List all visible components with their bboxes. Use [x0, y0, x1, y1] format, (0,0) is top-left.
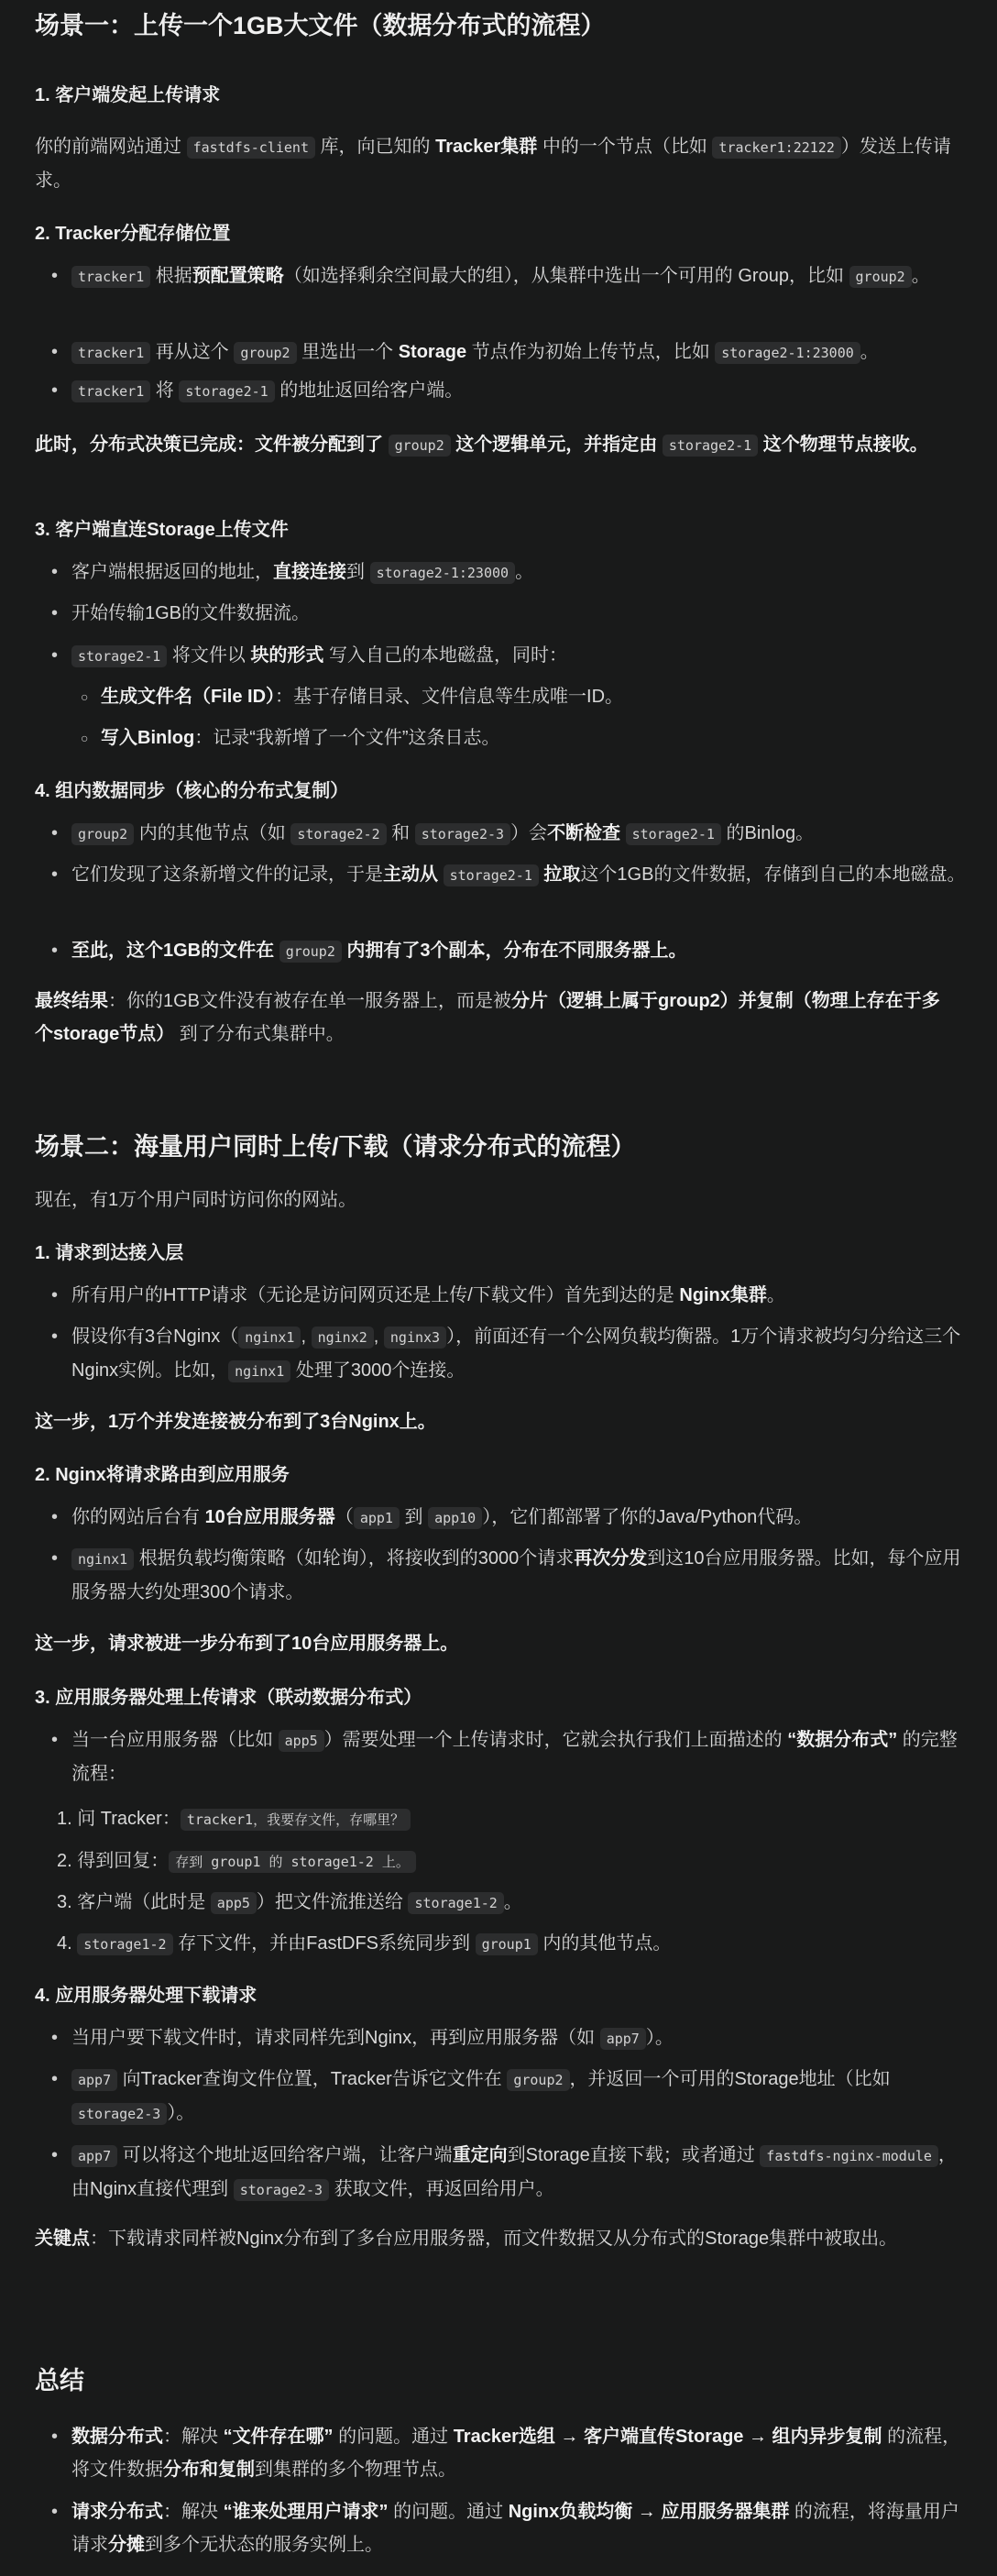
- bullet-item: [51, 336, 971, 369]
- inline-code: app5: [279, 1730, 324, 1752]
- bold-text: Nginx负载均衡 → 应用服务器集群: [508, 2502, 790, 2522]
- sub-bullet-item: [81, 680, 971, 713]
- bold-text: 关键点: [35, 2229, 90, 2249]
- bold-text: 重定向: [452, 2145, 508, 2165]
- bold-text: 这个逻辑单元，并指定由: [450, 435, 663, 455]
- text-run: 中的一个节点（比如: [537, 137, 713, 157]
- bullet-item: [51, 2420, 971, 2486]
- bold-text: 不断检查: [547, 823, 626, 843]
- inline-code: 存到 group1 的 storage1-2 上。: [169, 1851, 416, 1873]
- bold-text: 预配置策略: [192, 266, 284, 286]
- bold-text: 请求分布式: [71, 2502, 163, 2522]
- text-run: 和: [386, 823, 415, 843]
- paragraph: [35, 1405, 951, 1438]
- text-run: 。: [860, 342, 879, 362]
- bullet-dot: •: [51, 266, 59, 286]
- bullet-dot: •: [51, 2427, 59, 2447]
- text-run: 可以将这个地址返回给客户端，让客户端: [117, 2145, 453, 2165]
- text-run: 2. 得到回复：: [57, 1851, 170, 1871]
- bold-text: 拉取: [538, 864, 581, 885]
- text-run: 你的前端网站通过: [35, 137, 187, 157]
- bullet-item: [51, 1320, 971, 1388]
- section-heading: [35, 1128, 951, 1165]
- bullet-dot: •: [51, 941, 59, 961]
- section-heading: [35, 2362, 951, 2399]
- bullet-dot: •: [51, 603, 59, 623]
- sub-bullet-item: [81, 721, 971, 754]
- inline-code: storage1-2: [77, 1933, 172, 1955]
- paragraph: [35, 428, 951, 462]
- text-run: 4. 组内数据同步（核心的分布式复制）: [35, 781, 349, 801]
- numbered-item: [57, 1927, 951, 1961]
- inline-code: app1: [354, 1507, 400, 1529]
- step-heading: [35, 1237, 951, 1270]
- text-run: 内的其他节点。: [537, 1933, 672, 1954]
- text-run: ,: [373, 1327, 384, 1347]
- bold-text: 直接连接: [273, 562, 346, 582]
- paragraph: [35, 2222, 951, 2255]
- inline-code: group2: [507, 2069, 569, 2091]
- bold-text: Nginx集群: [679, 1285, 767, 1305]
- bold-text: 主动从: [383, 864, 444, 885]
- bold-text: “文件存在哪”: [223, 2427, 334, 2447]
- text-run: 4. 应用服务器处理下载请求: [35, 1986, 257, 2006]
- bullet-item: [51, 1279, 971, 1312]
- bold-text: 数据分布式: [71, 2427, 163, 2447]
- bold-text: 内拥有了3个副本，分布在不同服务器上。: [341, 941, 687, 961]
- step-heading: [35, 1459, 951, 1492]
- text-run: 根据负载均衡策略（如轮询），将接收到的3000个请求: [134, 1548, 575, 1569]
- paragraph: [35, 1183, 951, 1216]
- text-run: ）发送上传请求。: [35, 137, 951, 191]
- text-run: 2. Tracker分配存储位置: [35, 224, 231, 244]
- step-heading: [35, 1979, 951, 2012]
- text-run: 1. 问 Tracker：: [57, 1809, 181, 1829]
- text-run: ）会: [510, 823, 548, 843]
- bold-text: 分布和复制: [163, 2460, 255, 2480]
- inline-code: storage2-3: [234, 2179, 329, 2201]
- bold-text: 分片（逻辑上属于group2）并复制（物理上存在于多个storage节点）: [35, 991, 940, 1044]
- text-run: 到Storage直接下载；或者通过: [507, 2145, 761, 2165]
- bullet-item: [51, 2139, 971, 2207]
- inline-code: fastdfs-client: [187, 137, 315, 159]
- bold-text: 至此，这个1GB的文件在: [71, 941, 279, 961]
- bullet-dot: •: [51, 380, 59, 401]
- step-heading: [35, 79, 951, 112]
- text-run: 3. 客户端直连Storage上传文件: [35, 520, 289, 540]
- bullet-dot: •: [51, 864, 59, 885]
- text-run: 。: [515, 562, 534, 582]
- inline-code: app7: [71, 2145, 117, 2167]
- text-run: 开始传输1GB的文件数据流。: [71, 603, 311, 623]
- bold-text: Tracker集群: [435, 137, 538, 157]
- inline-code: group2: [389, 435, 451, 457]
- bullet-dot: •: [51, 562, 59, 582]
- step-heading: [35, 775, 951, 808]
- text-run: 的地址返回给客户端。: [274, 380, 464, 401]
- text-run: 现在，有1万个用户同时访问你的网站。: [35, 1190, 357, 1210]
- text-run: ：你的1GB文件没有被存在单一服务器上，而是被: [108, 991, 512, 1011]
- bullet-item: [51, 259, 971, 293]
- text-run: 的问题。通过: [388, 2502, 509, 2522]
- text-run: 当用户要下载文件时，请求同样先到Nginx，再到应用服务器（如: [71, 2028, 600, 2048]
- text-run: 1. 客户端发起上传请求: [35, 85, 221, 105]
- inline-code: storage2-1: [663, 435, 758, 457]
- inline-code: group2: [849, 266, 912, 288]
- bullet-dot: •: [51, 1730, 59, 1750]
- bold-text: “谁来处理用户请求”: [223, 2502, 389, 2522]
- bold-text: Storage: [398, 342, 467, 362]
- numbered-item: [57, 1844, 951, 1878]
- inline-code: tracker1:22122: [712, 137, 840, 159]
- inline-code: storage1-2: [408, 1892, 503, 1914]
- bold-text: 这一步，请求被进一步分布到了10台应用服务器上。: [35, 1634, 459, 1654]
- text-run: 。: [503, 1892, 522, 1912]
- text-run: 存下文件，并由FastDFS系统同步到: [172, 1933, 476, 1954]
- inline-code: group2: [279, 941, 342, 963]
- text-run: 它们发现了这条新增文件的记录，于是: [71, 864, 383, 885]
- text-run: 到集群的多个物理节点。: [255, 2460, 456, 2480]
- bullet-item: [51, 817, 971, 851]
- inline-code: app5: [211, 1892, 257, 1914]
- bullet-item: [51, 1723, 971, 1790]
- text-run: 向Tracker查询文件位置，Tracker告诉它文件在: [117, 2069, 508, 2089]
- bullet-dot: •: [51, 645, 59, 666]
- bullet-item: [51, 1501, 971, 1535]
- inline-code: nginx3: [384, 1327, 446, 1349]
- text-run: ：解决: [163, 2502, 224, 2522]
- step-heading: [35, 1681, 951, 1714]
- text-run: ），它们都部署了你的Java/Python代码。: [482, 1507, 813, 1527]
- bullet-dot: •: [51, 342, 59, 362]
- text-run: ）。: [645, 2028, 674, 2048]
- bold-text: 再次分发: [574, 1548, 648, 1569]
- text-run: ：解决: [163, 2427, 224, 2447]
- sub-bullet-circle: ○: [81, 731, 89, 745]
- bold-text: 这个物理节点接收。: [758, 435, 928, 455]
- bold-text: 10台应用服务器: [204, 1507, 335, 1527]
- text-run: 客户端根据返回的地址，: [71, 562, 273, 582]
- bullet-item: [51, 1542, 971, 1609]
- text-run: 到多个无状态的服务实例上。: [145, 2535, 383, 2555]
- inline-code: storage2-3: [71, 2103, 167, 2125]
- inline-code: nginx2: [312, 1327, 374, 1349]
- text-run: 假设你有3台Nginx（: [71, 1327, 239, 1347]
- text-run: ：基于存储目录、文件信息等生成唯一ID。: [275, 687, 624, 707]
- inline-code: nginx1: [71, 1548, 134, 1570]
- inline-code: tracker1: [71, 266, 150, 288]
- text-run: 到这10台应用服务器。比如，每个应用服务器大约处理300个请求。: [71, 1548, 961, 1602]
- text-run: 再从这个: [150, 342, 235, 362]
- text-run: 将文件以: [167, 645, 251, 666]
- inline-code: nginx1: [228, 1360, 290, 1382]
- bold-text: 此时，分布式决策已完成：文件被分配到了: [35, 435, 389, 455]
- text-run: ,: [301, 1327, 312, 1347]
- bullet-item: [51, 2063, 971, 2130]
- text-run: ）需要处理一个上传请求时，它就会执行我们上面描述的: [323, 1730, 788, 1750]
- text-run: 2. Nginx将请求路由到应用服务: [35, 1465, 290, 1485]
- inline-code: storage2-1:23000: [715, 342, 860, 364]
- text-run: ，由Nginx直接代理到: [71, 2145, 957, 2199]
- bullet-dot: •: [51, 1327, 59, 1347]
- bullet-dot: •: [51, 1507, 59, 1527]
- bullet-item: [51, 374, 971, 408]
- text-run: 获取文件，再返回给用户。: [329, 2179, 554, 2199]
- bold-text: 块的形式: [250, 645, 324, 666]
- text-run: 所有用户的HTTP请求（无论是访问网页还是上传/下载文件）首先到达的是: [71, 1285, 680, 1305]
- text-run: 的流程，将海量用户请求: [71, 2502, 959, 2555]
- text-run: 场景二：海量用户同时上传/下载（请求分布式的流程）: [35, 1133, 636, 1161]
- bullet-item: [51, 2021, 971, 2055]
- text-run: ：记录“我新增了一个文件”这条日志。: [194, 728, 500, 748]
- text-run: 的流程，将文件数据: [71, 2427, 961, 2480]
- bullet-dot: •: [51, 2145, 59, 2165]
- text-run: 写入自己的本地磁盘，同时：: [323, 645, 567, 666]
- sub-bullet-circle: ○: [81, 689, 89, 704]
- paragraph: [35, 130, 951, 197]
- bold-text: 最终结果: [35, 991, 108, 1011]
- bold-text: 这一步，1万个并发连接被分布到了3台Nginx上。: [35, 1412, 436, 1432]
- text-run: （如选择剩余空间最大的组），从集群中选出一个可用的 Group，比如: [283, 266, 849, 286]
- inline-code: tracker1，我要存文件，存哪里？: [181, 1809, 411, 1831]
- inline-code: storage2-3: [415, 823, 510, 845]
- text-run: 内的其他节点（如: [134, 823, 291, 843]
- inline-code: app7: [71, 2069, 117, 2091]
- text-run: 总结: [35, 2367, 84, 2394]
- inline-code: storage2-1: [71, 645, 167, 667]
- text-run: 场景一：上传一个1GB大文件（数据分布式的流程）: [35, 12, 606, 39]
- text-run: 1. 请求到达接入层: [35, 1243, 184, 1263]
- text-run: 3. 客户端（此时是: [57, 1892, 211, 1912]
- paragraph: [35, 985, 951, 1051]
- text-run: 到: [346, 562, 370, 582]
- bullet-dot: •: [51, 1285, 59, 1305]
- text-run: ：下载请求同样被Nginx分布到了多台应用服务器，而文件数据又从分布式的Storage集群中被取出。: [90, 2229, 898, 2249]
- text-run: 3. 应用服务器处理上传请求（联动数据分布式）: [35, 1688, 422, 1708]
- numbered-item: [57, 1802, 951, 1836]
- inline-code: group1: [476, 1933, 538, 1955]
- bullet-item: [51, 639, 971, 673]
- numbered-item: [57, 1886, 951, 1920]
- inline-code: group2: [234, 342, 296, 364]
- bullet-item: [51, 934, 971, 968]
- inline-code: fastdfs-nginx-module: [760, 2145, 938, 2167]
- step-heading: [35, 217, 951, 250]
- inline-code: nginx1: [238, 1327, 301, 1349]
- bold-text: 分摊: [108, 2535, 145, 2555]
- inline-code: storage2-1: [179, 380, 274, 402]
- bullet-dot: •: [51, 1548, 59, 1569]
- text-run: 将: [150, 380, 180, 401]
- text-run: 库，向已知的: [315, 137, 436, 157]
- text-run: 到: [399, 1507, 429, 1527]
- bullet-item: [51, 2495, 971, 2561]
- text-run: 。: [766, 1285, 785, 1305]
- text-run: 里选出一个: [296, 342, 399, 362]
- bullet-dot: •: [51, 2028, 59, 2048]
- text-run: 处理了3000个连接。: [290, 1360, 466, 1381]
- text-run: ），前面还有一个公网负载均衡器。1万个请求被均匀分给这三个Nginx实例。比如，: [71, 1327, 961, 1381]
- inline-code: storage2-1:23000: [370, 562, 516, 584]
- text-run: 这个1GB的文件数据，存储到自己的本地磁盘。: [580, 864, 966, 885]
- inline-code: tracker1: [71, 380, 150, 402]
- bullet-item: [51, 556, 971, 589]
- paragraph: [35, 1627, 951, 1660]
- bullet-dot: •: [51, 2502, 59, 2522]
- text-run: （: [334, 1507, 354, 1527]
- section-heading: [35, 7, 951, 44]
- inline-code: storage2-2: [290, 823, 386, 845]
- text-run: 4.: [57, 1933, 78, 1954]
- text-run: 到了分布式集群中。: [174, 1024, 345, 1044]
- bold-text: “数据分布式”: [787, 1730, 898, 1750]
- text-run: 。: [911, 266, 930, 286]
- text-run: 节点作为初始上传节点，比如: [466, 342, 716, 362]
- inline-code: storage2-1: [444, 864, 539, 886]
- bullet-item: [51, 858, 971, 892]
- inline-code: app10: [428, 1507, 482, 1529]
- inline-code: group2: [71, 823, 134, 845]
- text-run: 你的网站后台有: [71, 1507, 205, 1527]
- text-run: ）。: [167, 2103, 195, 2123]
- text-run: 的完整流程：: [71, 1730, 958, 1784]
- text-run: ）把文件流推送给: [256, 1892, 409, 1912]
- text-run: ，并返回一个可用的Storage地址（比如: [569, 2069, 891, 2089]
- inline-code: app7: [600, 2028, 646, 2050]
- bold-text: 写入Binlog: [101, 728, 195, 748]
- text-run: 的问题。通过: [333, 2427, 454, 2447]
- bullet-item: [51, 597, 971, 630]
- text-run: 当一台应用服务器（比如: [71, 1730, 279, 1750]
- bullet-dot: •: [51, 2069, 59, 2089]
- bullet-dot: •: [51, 823, 59, 843]
- bold-text: 生成文件名（File ID）: [101, 687, 276, 707]
- inline-code: storage2-1: [626, 823, 721, 845]
- text-run: 的Binlog。: [720, 823, 815, 843]
- inline-code: tracker1: [71, 342, 150, 364]
- text-run: 根据: [150, 266, 192, 286]
- step-heading: [35, 513, 951, 546]
- bold-text: Tracker选组 → 客户端直传Storage → 组内异步复制: [453, 2427, 882, 2447]
